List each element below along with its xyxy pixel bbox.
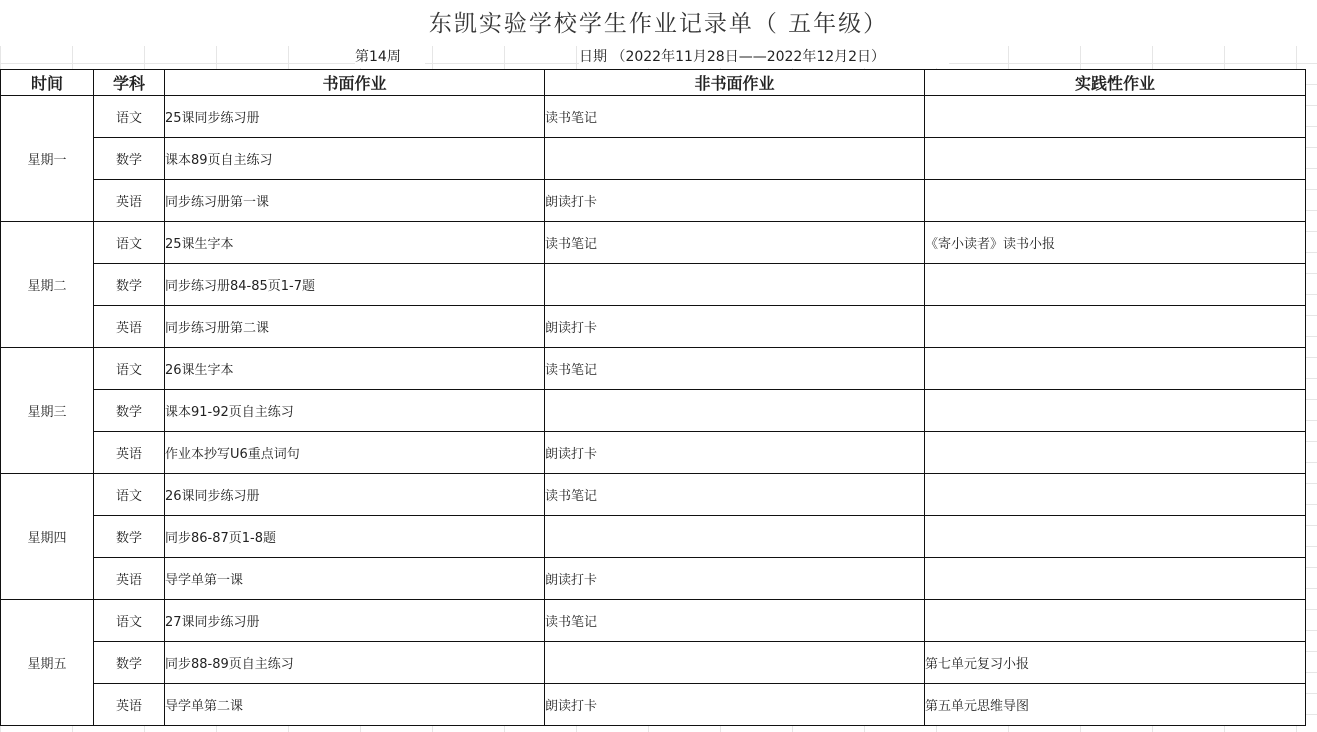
table-row xyxy=(1,474,1306,516)
nonwritten-cell[interactable]: 朗读打卡 xyxy=(545,684,925,726)
subject-cell[interactable]: 数学 xyxy=(94,138,165,180)
nonwritten-cell[interactable] xyxy=(545,138,925,180)
subject-cell[interactable]: 英语 xyxy=(94,432,165,474)
written-cell[interactable]: 同步88-89页自主练习 xyxy=(165,642,545,684)
table-row xyxy=(1,432,1306,474)
date-range-label: 日期 （2022年11月28日——2022年12月2日） xyxy=(579,46,949,68)
practice-cell[interactable]: 第五单元思维导图 xyxy=(925,684,1306,726)
subject-cell[interactable]: 英语 xyxy=(94,306,165,348)
header-time[interactable]: 时间 xyxy=(1,70,94,96)
subject-cell[interactable]: 语文 xyxy=(94,600,165,642)
nonwritten-cell[interactable]: 朗读打卡 xyxy=(545,180,925,222)
written-cell[interactable]: 26课同步练习册 xyxy=(165,474,545,516)
written-cell[interactable]: 25课生字本 xyxy=(165,222,545,264)
table-row xyxy=(1,600,1306,642)
table-row xyxy=(1,222,1306,264)
practice-cell[interactable] xyxy=(925,558,1306,600)
homework-table xyxy=(0,69,1306,726)
table-row xyxy=(1,264,1306,306)
table-row xyxy=(1,180,1306,222)
header-practice[interactable]: 实践性作业 xyxy=(925,70,1306,96)
written-cell[interactable]: 课本89页自主练习 xyxy=(165,138,545,180)
table-row xyxy=(1,348,1306,390)
written-cell[interactable]: 27课同步练习册 xyxy=(165,600,545,642)
written-cell[interactable]: 同步86-87页1-8题 xyxy=(165,516,545,558)
header-nonwritten[interactable]: 非书面作业 xyxy=(545,70,925,96)
subject-cell[interactable]: 英语 xyxy=(94,180,165,222)
table-row xyxy=(1,642,1306,684)
practice-cell[interactable] xyxy=(925,600,1306,642)
table-row xyxy=(1,138,1306,180)
written-cell[interactable]: 导学单第二课 xyxy=(165,684,545,726)
practice-cell[interactable] xyxy=(925,516,1306,558)
nonwritten-cell[interactable]: 朗读打卡 xyxy=(545,558,925,600)
subject-cell[interactable]: 数学 xyxy=(94,516,165,558)
subject-cell[interactable]: 语文 xyxy=(94,96,165,138)
nonwritten-cell[interactable] xyxy=(545,516,925,558)
subject-cell[interactable]: 数学 xyxy=(94,642,165,684)
practice-cell[interactable] xyxy=(925,474,1306,516)
table-row xyxy=(1,684,1306,726)
practice-cell[interactable] xyxy=(925,390,1306,432)
practice-cell[interactable] xyxy=(925,264,1306,306)
written-cell[interactable]: 26课生字本 xyxy=(165,348,545,390)
written-cell[interactable]: 作业本抄写U6重点词句 xyxy=(165,432,545,474)
practice-cell[interactable]: 《寄小读者》读书小报 xyxy=(925,222,1306,264)
nonwritten-cell[interactable] xyxy=(545,264,925,306)
table-row xyxy=(1,96,1306,138)
table-row xyxy=(1,558,1306,600)
day-cell[interactable]: 星期四 xyxy=(1,474,94,600)
written-cell[interactable]: 25课同步练习册 xyxy=(165,96,545,138)
written-cell[interactable]: 导学单第一课 xyxy=(165,558,545,600)
day-cell[interactable]: 星期五 xyxy=(1,600,94,726)
subject-cell[interactable]: 英语 xyxy=(94,684,165,726)
nonwritten-cell[interactable]: 读书笔记 xyxy=(545,600,925,642)
page-title: 东凯实验学校学生作业记录单（ 五年级） xyxy=(0,0,1317,46)
subject-cell[interactable]: 数学 xyxy=(94,390,165,432)
header-row xyxy=(1,70,1306,96)
practice-cell[interactable] xyxy=(925,138,1306,180)
table-row xyxy=(1,306,1306,348)
written-cell[interactable]: 同步练习册第一课 xyxy=(165,180,545,222)
written-cell[interactable]: 同步练习册84-85页1-7题 xyxy=(165,264,545,306)
nonwritten-cell[interactable]: 读书笔记 xyxy=(545,474,925,516)
week-label: 第14周 xyxy=(355,46,425,68)
nonwritten-cell[interactable]: 读书笔记 xyxy=(545,348,925,390)
nonwritten-cell[interactable]: 朗读打卡 xyxy=(545,432,925,474)
subject-cell[interactable]: 语文 xyxy=(94,348,165,390)
subject-cell[interactable]: 语文 xyxy=(94,222,165,264)
practice-cell[interactable] xyxy=(925,180,1306,222)
day-cell[interactable]: 星期三 xyxy=(1,348,94,474)
table-row xyxy=(1,516,1306,558)
practice-cell[interactable] xyxy=(925,96,1306,138)
nonwritten-cell[interactable]: 朗读打卡 xyxy=(545,306,925,348)
subject-cell[interactable]: 英语 xyxy=(94,558,165,600)
nonwritten-cell[interactable] xyxy=(545,390,925,432)
subject-cell[interactable]: 数学 xyxy=(94,264,165,306)
nonwritten-cell[interactable]: 读书笔记 xyxy=(545,222,925,264)
written-cell[interactable]: 课本91-92页自主练习 xyxy=(165,390,545,432)
header-subject[interactable]: 学科 xyxy=(94,70,165,96)
practice-cell[interactable] xyxy=(925,432,1306,474)
header-written[interactable]: 书面作业 xyxy=(165,70,545,96)
table-row xyxy=(1,390,1306,432)
practice-cell[interactable]: 第七单元复习小报 xyxy=(925,642,1306,684)
written-cell[interactable]: 同步练习册第二课 xyxy=(165,306,545,348)
nonwritten-cell[interactable] xyxy=(545,642,925,684)
nonwritten-cell[interactable]: 读书笔记 xyxy=(545,96,925,138)
subject-cell[interactable]: 语文 xyxy=(94,474,165,516)
practice-cell[interactable] xyxy=(925,348,1306,390)
day-cell[interactable]: 星期一 xyxy=(1,96,94,222)
practice-cell[interactable] xyxy=(925,306,1306,348)
day-cell[interactable]: 星期二 xyxy=(1,222,94,348)
